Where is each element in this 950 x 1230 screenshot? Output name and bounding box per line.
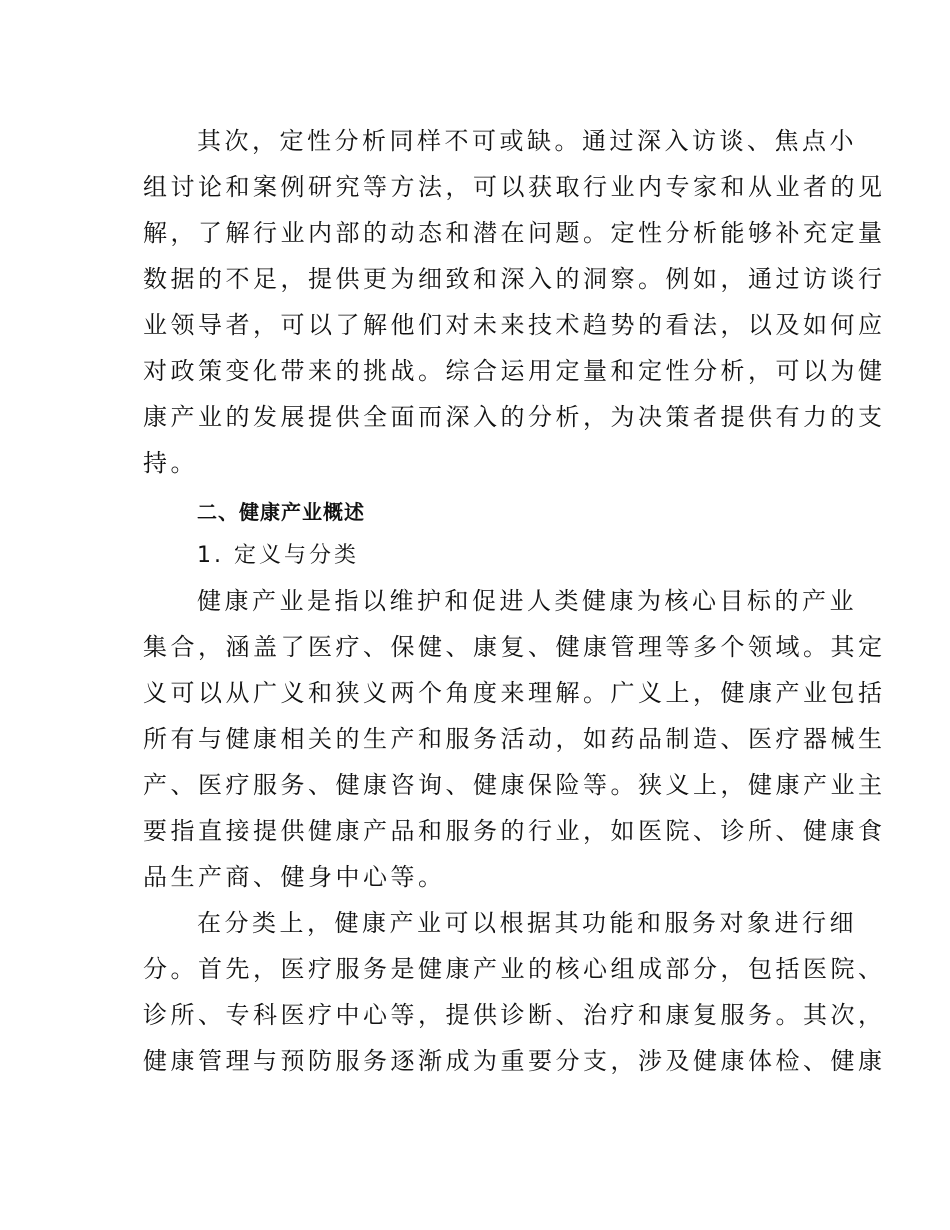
paragraph-1-line-3: 解，了解行业内部的动态和潜在问题。定性分析能够补充定量 — [143, 219, 886, 247]
paragraph-1-line-5: 业领导者，可以了解他们对未来技术趋势的看法，以及如何应 — [143, 311, 886, 339]
paragraph-2-line-4: 所有与健康相关的生产和服务活动，如药品制造、医疗器械生 — [143, 725, 886, 753]
paragraph-1-line-8: 持。 — [143, 449, 198, 477]
subsection-heading: 1. 定义与分类 — [197, 543, 359, 568]
paragraph-1-line-7: 康产业的发展提供全面而深入的分析，为决策者提供有力的支 — [143, 403, 886, 431]
section-heading: 二、健康产业概述 — [197, 500, 365, 524]
paragraph-3-line-3: 诊所、专科医疗中心等，提供诊断、治疗和康复服务。其次， — [143, 1001, 886, 1029]
paragraph-1-line-6: 对政策变化带来的挑战。综合运用定量和定性分析，可以为健 — [143, 357, 886, 385]
paragraph-3-line-1: 在分类上，健康产业可以根据其功能和服务对象进行细 — [197, 909, 857, 937]
paragraph-2-line-1: 健康产业是指以维护和促进人类健康为核心目标的产业 — [197, 587, 857, 615]
paragraph-2-line-3: 义可以从广义和狭义两个角度来理解。广义上，健康产业包括 — [143, 679, 886, 707]
paragraph-1-line-2: 组讨论和案例研究等方法，可以获取行业内专家和从业者的见 — [143, 173, 886, 201]
paragraph-1-line-4: 数据的不足，提供更为细致和深入的洞察。例如，通过访谈行 — [143, 265, 886, 293]
paragraph-1-line-1: 其次，定性分析同样不可或缺。通过深入访谈、焦点小 — [197, 127, 857, 155]
paragraph-2-line-7: 品生产商、健身中心等。 — [143, 863, 446, 891]
paragraph-2-line-5: 产、医疗服务、健康咨询、健康保险等。狭义上，健康产业主 — [143, 771, 886, 799]
paragraph-2-line-2: 集合，涵盖了医疗、保健、康复、健康管理等多个领域。其定 — [143, 633, 886, 661]
paragraph-2-line-6: 要指直接提供健康产品和服务的行业，如医院、诊所、健康食 — [143, 817, 886, 845]
paragraph-3-line-2: 分。首先，医疗服务是健康产业的核心组成部分，包括医院、 — [143, 955, 886, 983]
paragraph-3-line-4: 健康管理与预防服务逐渐成为重要分支，涉及健康体检、健康 — [143, 1047, 886, 1075]
